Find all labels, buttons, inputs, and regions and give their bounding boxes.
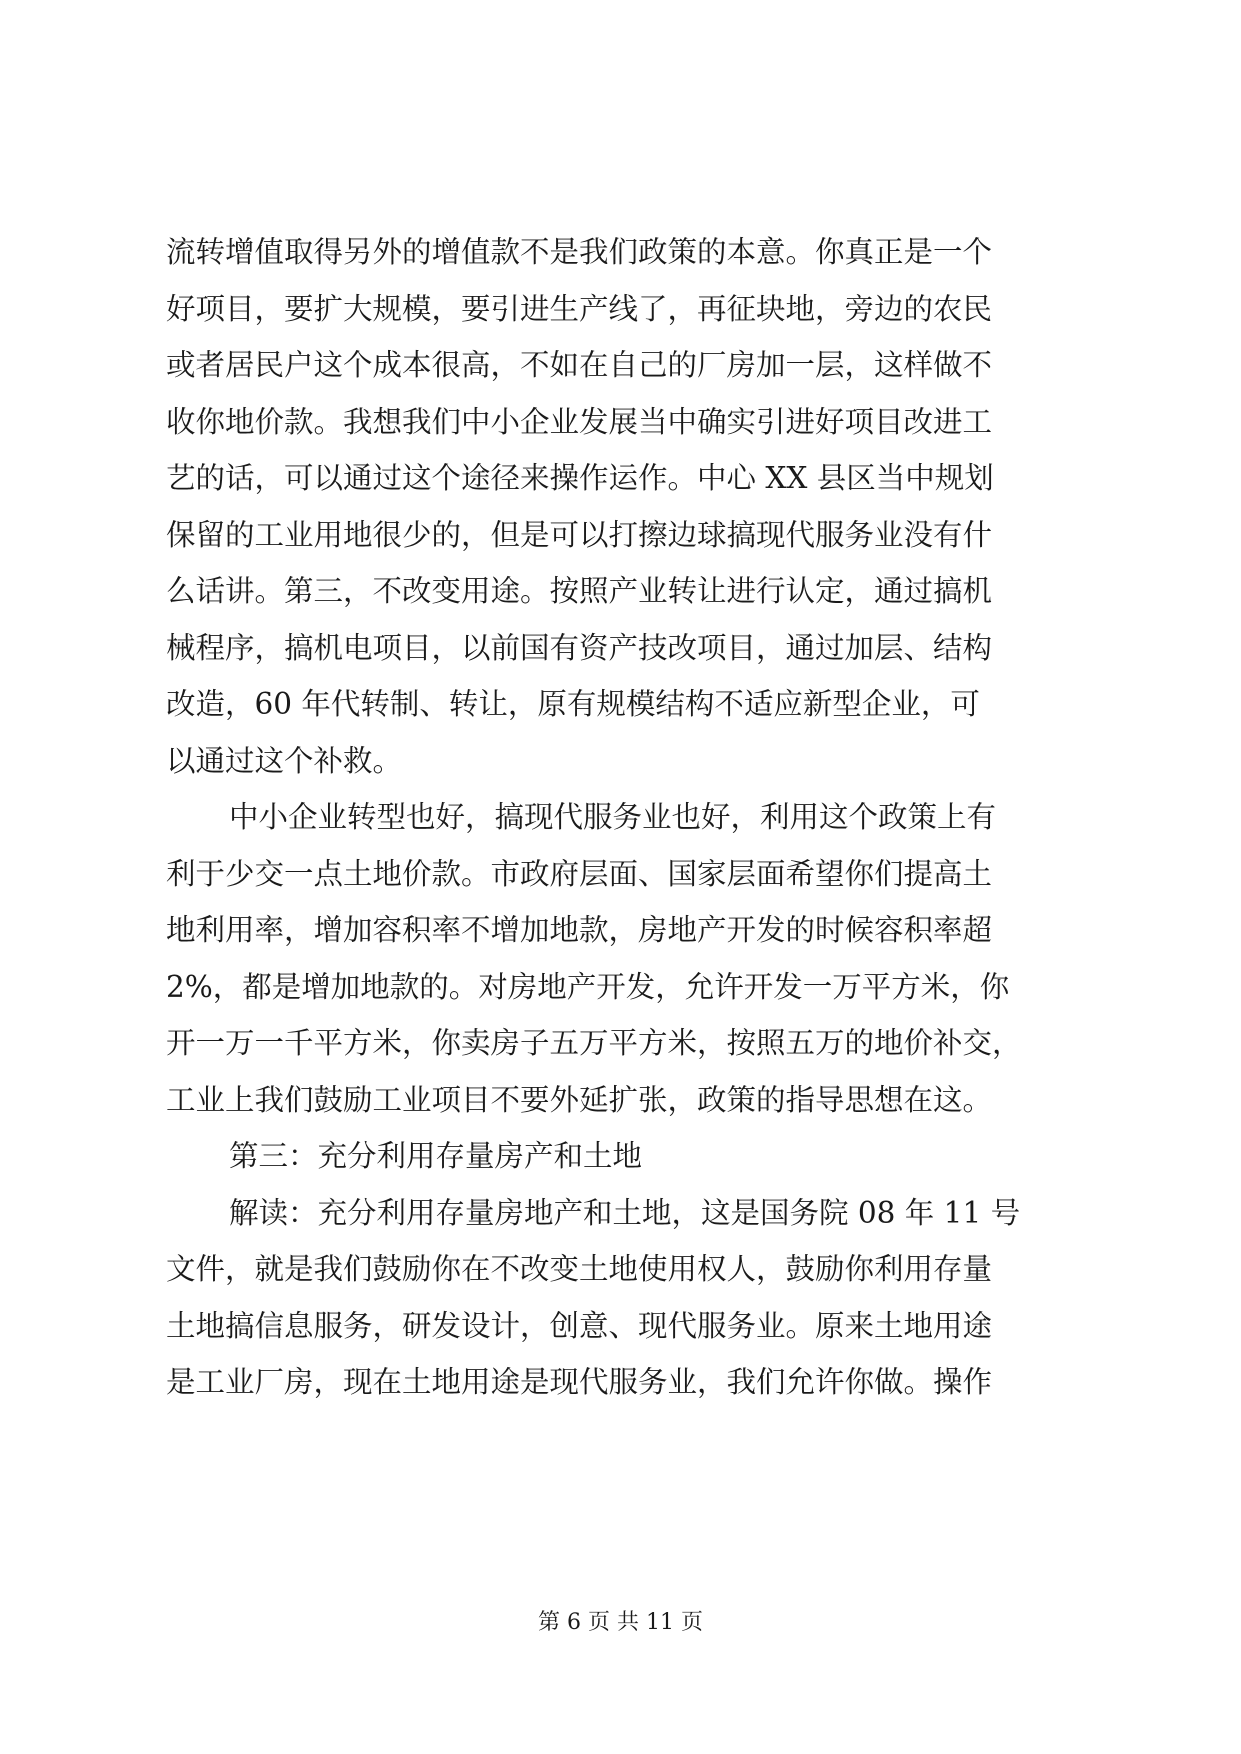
text-line: 工业上我们鼓励工业项目不要外延扩张，政策的指导思想在这。 (166, 1082, 993, 1117)
text-line: 械程序，搞机电项目，以前国有资产技改项目，通过加层、结构 (166, 630, 993, 665)
text-line: 开一万一千平方米，你卖房子五万平方米，按照五万的地价补交， (166, 1026, 1022, 1060)
text-line: 好项目，要扩大规模，要引进生产线了，再征块地，旁边的农民 (166, 291, 993, 326)
text-line: 地利用率，增加容积率不增加地款，房地产开发的时候容积率超 (166, 913, 993, 947)
text-line: 收你地价款。我想我们中小企业发展当中确实引进好项目改进工 (166, 404, 993, 439)
text-line: 改造，60 年代转制、转让，原有规模结构不适应新型企业，可 (166, 687, 980, 721)
paragraph-first-line: 中小企业转型也好，搞现代服务业也好，利用这个政策上有 (229, 800, 997, 834)
body-text (166, 224, 1086, 1411)
text-line: 保留的工业用地很少的，但是可以打擦边球搞现代服务业没有什 (166, 517, 993, 552)
text-line: 艺的话，可以通过这个途径来操作运作。中心 XX 县区当中规划 (166, 461, 994, 495)
text-line: 么话讲。第三，不改变用途。按照产业转让进行认定，通过搞机 (166, 574, 993, 608)
page-footer: 第 6 页 共 11 页 (538, 1610, 703, 1635)
text-line: 以通过这个补救。 (166, 743, 403, 778)
text-line: 土地搞信息服务，研发设计，创意、现代服务业。原来土地用途 (166, 1308, 993, 1343)
text-line: 文件，就是我们鼓励你在不改变土地使用权人，鼓励你利用存量 (166, 1252, 993, 1286)
text-line: 利于少交一点土地价款。市政府层面、国家层面希望你们提高土 (166, 856, 993, 891)
text-line: 流转增值取得另外的增值款不是我们政策的本意。你真正是一个 (166, 235, 993, 269)
text-line: 或者居民户这个成本很高，不如在自己的厂房加一层，这样做不 (166, 348, 993, 382)
paragraph-first-line: 解读：充分利用存量房地产和土地，这是国务院 08 年 11 号 (229, 1195, 1021, 1230)
text-line: 是工业厂房，现在土地用途是现代服务业，我们允许你做。操作 (166, 1365, 993, 1399)
section-heading: 第三：充分利用存量房产和土地 (229, 1139, 643, 1173)
text-line: 2%，都是增加地款的。对房地产开发，允许开发一万平方米，你 (166, 969, 1010, 1004)
